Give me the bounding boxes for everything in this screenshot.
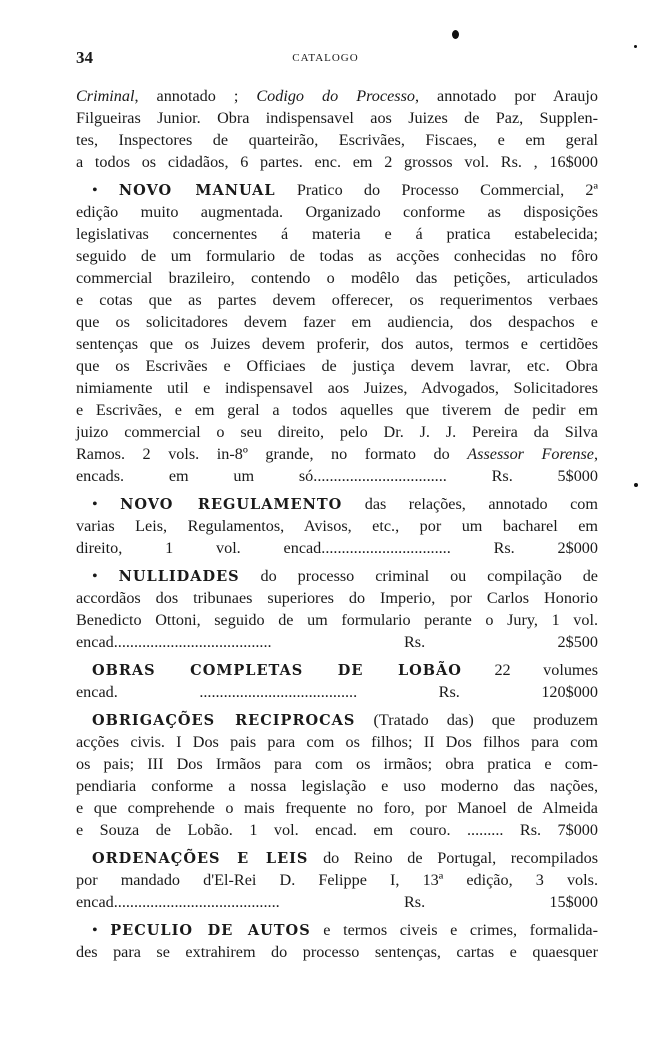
text-line — [76, 632, 598, 652]
text-line — [76, 610, 598, 630]
body-text: Benedicto Ottoni, seguido de um formulario perante o Jury, 1 vol. — [76, 611, 598, 629]
body-text: des para se extrahirem do processo sentenças, cartas e quaesquer — [76, 943, 598, 961]
running-title: CATALOGO — [292, 52, 359, 64]
body-text: • — [92, 567, 119, 585]
text-line — [76, 378, 598, 398]
body-text: das relações, annotado com — [342, 495, 598, 513]
body-text: accordãos dos tribunaes superiores do Imperio, por Carlos Honorio — [76, 589, 598, 607]
entry-title: NULLIDADES — [118, 568, 240, 585]
text-line — [76, 466, 598, 486]
body-text: e que comprehende o mais frequente no foro, por Manoel de Almeida — [76, 799, 598, 817]
text-line — [76, 130, 598, 150]
body-text: Ramos. 2 vols. in-8º grande, no formato do — [76, 445, 468, 463]
entry-title: NOVO MANUAL — [118, 182, 276, 199]
body-text: a todos os cidadãos, 6 partes. enc. em 2 grossos vol. Rs. , 16$000 — [76, 153, 598, 171]
text-line — [92, 180, 598, 201]
text-line — [76, 268, 598, 288]
entry-title: PECULIO DE AUTOS — [110, 922, 311, 939]
body-text: tes, Inspectores de quarteirão, Escrivães, Fiscaes, e em geral — [76, 131, 598, 149]
text-line — [76, 444, 598, 464]
body-text: • — [92, 495, 121, 513]
body-text: e termos civeis e crimes, formalida- — [310, 921, 599, 939]
body-text: Filgueiras Junior. Obra indispensavel aos Juizes de Paz, Supplen- — [76, 109, 598, 127]
text-line — [76, 942, 598, 962]
ink-speck — [634, 483, 638, 487]
text-line — [92, 494, 598, 515]
body-text: encad....................................... Rs. 2$500 — [76, 633, 598, 651]
body-text: os pais; III Dos Irmãos para com os irmãos; obra pratica e com- — [76, 755, 598, 773]
body-text: do processo criminal ou compilação de — [239, 567, 598, 585]
body-text: pendiaria conforme a nossa legislação e uso moderno das nações, — [76, 777, 598, 795]
text-line — [76, 422, 598, 442]
body-text: • — [92, 921, 111, 939]
text-line — [76, 356, 598, 376]
body-text: encad......................................... Rs. 15$000 — [76, 893, 598, 911]
text-line — [76, 798, 598, 818]
text-line — [92, 848, 598, 869]
body-text: 22 volumes — [461, 661, 599, 679]
text-line — [92, 710, 598, 731]
text-line — [76, 754, 598, 774]
italic-text: Criminal — [76, 87, 135, 105]
body-text: juizo commercial o seu direito, pelo Dr. J. J. Pereira da Silva — [76, 423, 598, 441]
italic-text: Assessor Forense — [467, 445, 594, 463]
text-line — [76, 202, 598, 222]
text-line — [92, 566, 598, 587]
body-text: , annotado ; — [134, 87, 257, 105]
ink-speck — [452, 30, 459, 39]
text-line — [92, 920, 598, 941]
text-line — [76, 400, 598, 420]
text-line — [76, 152, 598, 172]
entry-title: OBRIGAÇÕES RECIPROCAS — [92, 712, 356, 729]
text-line — [76, 86, 598, 106]
body-text: sentenças que os Juizes devem proferir, dos autos, termos e certidões — [76, 335, 598, 353]
body-text: que os solicitadores devem fazer em audiencia, dos despachos e — [76, 313, 598, 331]
text-line — [76, 870, 598, 890]
body-text: do Reino de Portugal, recompilados — [308, 849, 598, 867]
page-number: 34 — [76, 48, 93, 67]
text-line — [76, 224, 598, 244]
text-line — [76, 682, 598, 702]
text-line — [76, 776, 598, 796]
entry-title: OBRAS COMPLETAS DE LOBÃO — [92, 662, 462, 679]
body-text: por mandado d'El-Rei D. Felippe I, 13ª edição, 3 vols. — [76, 871, 598, 889]
entry-title: ORDENAÇÕES E LEIS — [92, 850, 309, 867]
text-line — [76, 820, 598, 840]
text-line — [76, 334, 598, 354]
body-text: que os Escrivães e Officiaes de justiça devem lavrar, etc. Obra — [76, 357, 598, 375]
body-text: commercial brazileiro, contendo o modêlo das petições, articulados — [76, 269, 598, 287]
body-text: • — [92, 181, 119, 199]
text-line — [76, 892, 598, 912]
body-text: e Escrivães, e em geral a todos aquelles que tiverem de pedir em — [76, 401, 598, 419]
text-line — [76, 312, 598, 332]
text-line — [92, 660, 598, 681]
body-text: edição muito augmentada. Organizado conforme as disposições — [76, 203, 598, 221]
body-text: e cotas que as partes devem offerecer, os requerimentos verbaes — [76, 291, 598, 309]
body-text: seguido de um formulario de todas as acções conhecidas no fôro — [76, 247, 598, 265]
text-line — [76, 290, 598, 310]
text-line — [76, 246, 598, 266]
body-text: encads. em um só................................. Rs. 5$000 — [76, 467, 598, 485]
text-line — [76, 588, 598, 608]
ink-speck — [634, 45, 637, 48]
body-text: e Souza de Lobão. 1 vol. encad. em couro. ......... Rs. 7$000 — [76, 821, 598, 839]
body-text: , annotado por Araujo — [414, 87, 598, 105]
body-text: acções civis. I Dos pais para com os filhos; II Dos filhos para com — [76, 733, 598, 751]
body-text: nimiamente util e indispensavel aos Juizes, Advogados, Solicitadores — [76, 379, 598, 397]
body-text: Pratico do Processo Commercial, 2ª — [275, 181, 598, 199]
body-text: direito, 1 vol. encad................................ Rs. 2$000 — [76, 539, 598, 557]
body-text: , — [593, 445, 598, 463]
body-text: (Tratado das) que produzem — [355, 711, 598, 729]
text-line — [76, 108, 598, 128]
text-line — [76, 538, 598, 558]
body-text: legislativas concernentes á materia e á pratica estabelecida; — [76, 225, 598, 243]
body-text: encad. ....................................... Rs. 120$000 — [76, 683, 598, 701]
text-line — [76, 516, 598, 536]
entry-title: NOVO REGULAMENTO — [120, 496, 343, 513]
text-line — [76, 732, 598, 752]
body-text: varias Leis, Regulamentos, Avisos, etc., por um bacharel em — [76, 517, 598, 535]
italic-text: Codigo do Processo — [256, 87, 415, 105]
